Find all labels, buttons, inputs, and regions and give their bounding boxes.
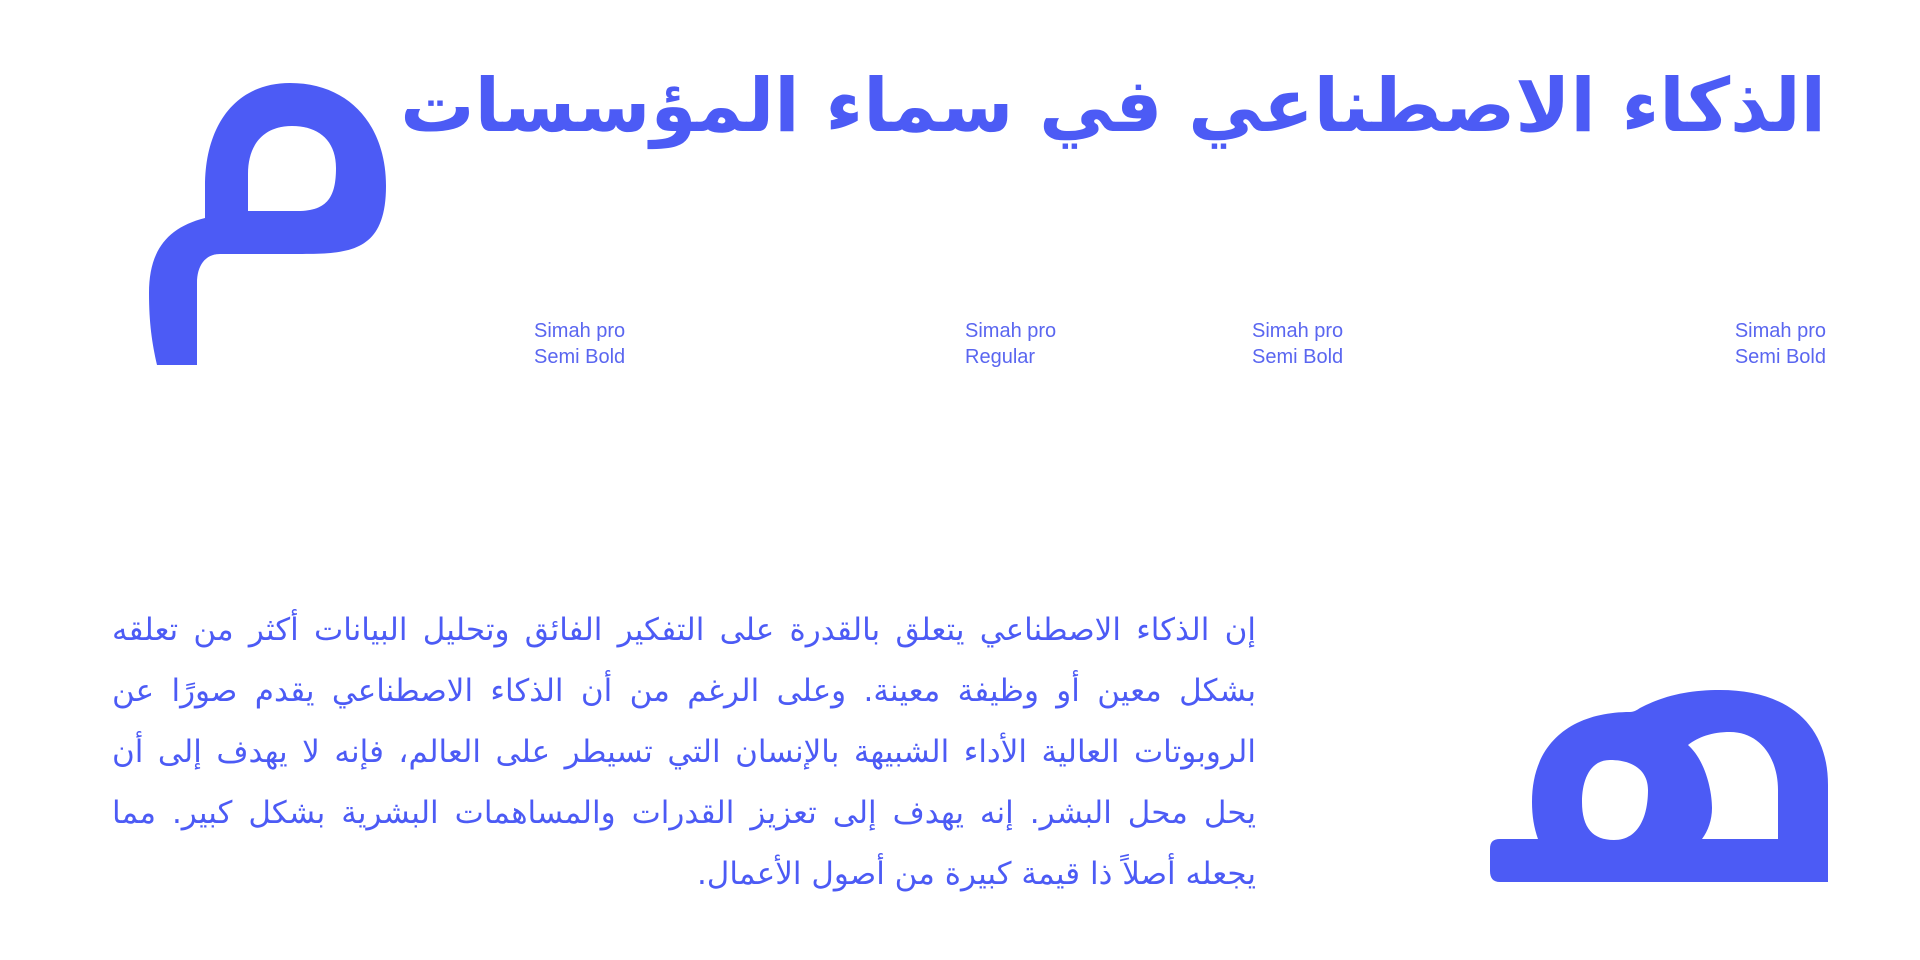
haa-glyph-icon [1490,690,1830,890]
font-weight: Regular [965,346,1036,368]
font-specimen-label [1252,318,1343,370]
font-weight: Semi Bold [534,346,626,368]
font-weight: Semi Bold [1252,346,1344,368]
font-weight: Semi Bold [1734,346,1826,368]
font-name: Simah pro [965,320,1057,342]
font-specimen-label [534,318,625,370]
meem-glyph-icon [140,78,400,378]
font-name: Simah pro [1252,320,1344,342]
font-specimen-label [965,318,1056,370]
body-paragraph: إن الذكاء الاصطناعي يتعلق بالقدرة على التفكير الفائق وتحليل البيانات أكثر من تعلقه بشكل معين أو وظيفة معينة. وعلى الرغم من أن الذكاء الاصطناعي يقدم صورًا عن الروبوتات العالية الأداء الشبيهة بالإنسان التي تسيطر على العالم، فإنه لا يهدف إلى أن يحل محل البشر. إنه يهدف إلى تعزيز القدرات والمساهمات البشرية بشكل كبير. مما يجعله أصلاً ذا قيمة كبيرة من أصول الأعمال. [112,612,1256,892]
font-specimen-label [1735,318,1826,370]
headline: الذكاء الاصطناعي في سماء المؤسسات [400,63,1826,149]
font-name: Simah pro [534,320,626,342]
font-name: Simah pro [1734,320,1826,342]
